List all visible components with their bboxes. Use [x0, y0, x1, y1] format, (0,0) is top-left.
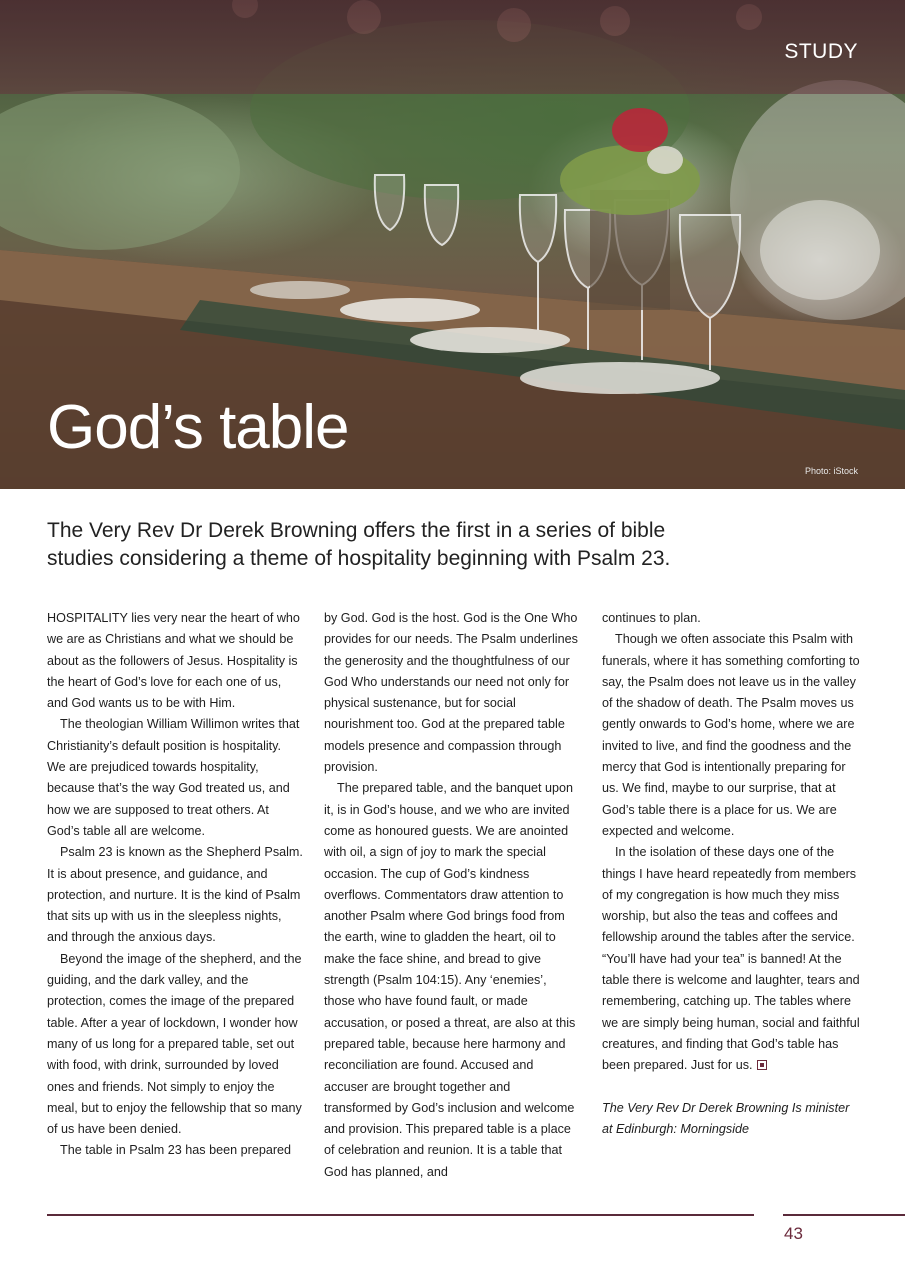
body-column-2 — [324, 608, 580, 1183]
body-column-1 — [47, 608, 303, 1162]
paragraph: The theologian William Willimon writes that Christianity’s default position is hospitality. We are prejudiced towards hospitality, because that’s the way God treated us, and how we are supposed to treat others. At God’s table all are welcome. — [47, 717, 300, 838]
body-column-3 — [602, 608, 860, 1140]
author-byline: The Very Rev Dr Derek Browning Is minister at Edinburgh: Morningside — [602, 1100, 850, 1136]
paragraph: Though we often associate this Psalm with funerals, where it has something comforting to say, the Psalm does not leave us in the valley of the shadow of death. The Psalm moves us gently onwards to God’s home, where we are invited to live, and find the goodness and the mercy that God is intentionally preparing for us. We find, maybe to our surprise, that at God’s table there is a place for us. We are expected and welcome. — [602, 632, 860, 838]
header-band — [0, 0, 905, 94]
paragraph: The table in Psalm 23 has been prepared — [60, 1143, 292, 1158]
paragraph-text: In the isolation of these days one of the things I have heard repeatedly from members of my congregation is how much they miss worship, but also the teas and coffees and fellowship around the tables after the service. “You’ll have had your tea” is banned! At the table there is welcome and laughter, tears and remembering, catching up. The tables where we are simply being human, social and faithful creatures, and finding that God’s table has been prepared. Just for us. — [602, 845, 860, 1073]
footer-rule-right — [783, 1214, 905, 1216]
paragraph: by God. God is the host. God is the One Who provides for our needs. The Psalm underlines the generosity and the thoughtfulness of our God Who understands our need not only for physical sustenance, but for social nourishment too. God at the prepared table models presence and compassion through provision. — [324, 611, 578, 775]
paragraph: Beyond the image of the shepherd, and the guiding, and the dark valley, and the protection, comes the image of the prepared table. After a year of lockdown, I wonder how many of us long for a prepared table, set out with food, with drink, surrounded by loved ones and friends. Not simply to enjoy the meal, but to enjoy the fellowship that so many of us have been denied. — [47, 951, 302, 1137]
photo-credit: Photo: iStock — [804, 466, 858, 476]
paragraph: Psalm 23 is known as the Shepherd Psalm. It is about presence, and guidance, and protection, and nurture. It is the kind of Psalm that sits up with us in the sleepless nights, and through the anxious days. — [47, 845, 303, 945]
paragraph: The prepared table, and the banquet upon it, is in God’s house, and we who are invited come as honoured guests. We are anointed with oil, a sign of joy to mark the special occasion. The cup of God’s kindness overflows. Commentators draw attention to another Psalm where God brings food from the earth, wine to gladden the heart, oil to make the face shine, and bread to give strength (Psalm 104:15). Any ‘enemies’, those who have found fault, or made accusation, or posed a threat, are also at this prepared table, because here harmony and reconciliation are found. Accused and accuser are brought together and transformed by God’s inclusion and welcome and provision. This prepared table is a place of celebration and reunion. It is a table that God has planned, and — [324, 781, 576, 1179]
end-of-article-icon — [757, 1060, 767, 1070]
paragraph: continues to plan. — [602, 611, 701, 625]
footer-rule — [47, 1214, 754, 1216]
hero-photo — [0, 0, 905, 489]
paragraph-final — [602, 842, 860, 1076]
section-label: STUDY — [784, 40, 858, 63]
page-number: 43 — [784, 1224, 803, 1243]
paragraph: HOSPITALITY lies very near the heart of who we are as Christians and what we should be about as the followers of Jesus. Hospitality is the heart of God’s love for each one of us, and God wants us to be with Him. — [47, 611, 300, 711]
standfirst: The Very Rev Dr Derek Browning offers the first in a series of bible studies considering a theme of hospitality beginning with Psalm 23. — [47, 519, 671, 570]
article-title: God’s table — [47, 393, 349, 462]
